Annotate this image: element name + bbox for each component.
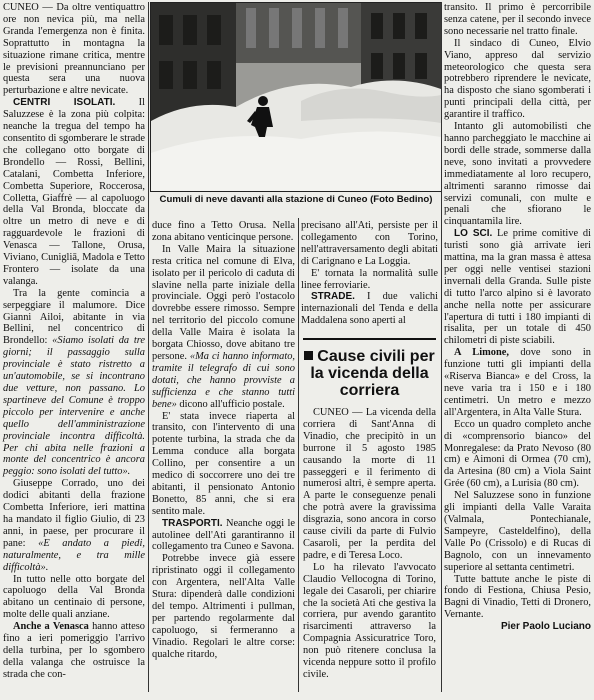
- photo-caption: Cumuli di neve davanti alla stazione di Cuneo (Foto Bedino): [159, 194, 433, 205]
- paragraph: Nel Saluzzese sono in funzione gli impianti della Valle Varaita (Valmala, Pontechianale, Sampeyre, Casteldelfino), della Valle Po (Crissolo) e di Rucas di Bagnolo, con un innevamento superiore al settanta centimetri.: [444, 490, 591, 573]
- paragraph-text: Neanche oggi le autolinee dell'Ati garantiranno il collegamento tra Cuneo e Savona.: [152, 517, 295, 553]
- section-heading: CENTRI ISOLATI.: [13, 97, 116, 109]
- sidebar-body: [303, 407, 436, 681]
- snow-photo: [150, 2, 442, 192]
- sidebar-headline: [303, 348, 436, 399]
- quote: «Siamo isolati da tre giorni; il passaggio sulla provinciale è stato ristretto a un'automobile, se si incontrano due vetture, non passano. Lo spartineve del Comune è troppo piccolo per intervenire e anche quello dell'amministrazione provinciale incontra difficoltà. Per chi abita nelle frazioni a monte del concentrico è ancora peggio: sono isolati del tutto».: [3, 335, 145, 478]
- paragraph: precisano all'Ati, persiste per il collegamento con Torino, nell'attraversamento degli abitati di Carignano e La Loggia.: [301, 220, 438, 267]
- paragraph: [444, 228, 591, 347]
- sidebar-article: [303, 338, 436, 700]
- section-heading: TRASPORTI.: [162, 517, 223, 529]
- column-divider: [148, 2, 149, 692]
- paragraph-text: Il Saluzzese è la zona più colpita: neanche la tregua del tempo ha consentito di sgomberare le strade che collegano otto borgate di Brondello — Rossi, Bellini, Catalani, Combetta Inferiore, Combetta Superiore, Roccerosa, Colletta, Giaffrè — al capoluogo della Val Bronda, bloccate da oltre un metro di neve e di ragguardevole le frazioni di Venasca — Tallone, Orusa, Viviano, Cunigliā, Madola e Tetto Frontero — isolate da una valanga.: [3, 97, 145, 287]
- paragraph: [152, 518, 295, 554]
- paragraph-text: dicono all'ufficio postale.: [179, 398, 285, 410]
- paragraph-text: hanno atteso fino a ieri pomeriggio l'arrivo della turbina, per lo sgombero della valanga che ostruisce la strada che con-: [3, 621, 145, 680]
- photo-image: [151, 3, 441, 191]
- paragraph-text: Tra la gente comincia a serpeggiare il malumore. Dice Gianni Ailoi, abitante in via Bellini, nel concentrico di Brondello:: [3, 287, 145, 347]
- paragraph-text: dove sono in funzione tutti gli impianti della «Riserva Bianca» e del Cross, la neve varia tra i 150 e i 180 centimetri. Un metro e mezzo all'Argentera, in Alta Valle Stura.: [444, 347, 591, 418]
- paragraph-text: In Valle Maira la situazione resta critica nel comune di Elva, isolato per il pericolo di caduta di slavine nella parte iniziale della provinciale. Oggi però l'ostacolo dovrebbe essere rimosso. Sempre nel territorio del piccolo comune della Valle Maira è isolata la borgata Chiosso, dove abitano tre persone.: [152, 243, 295, 362]
- column-4: [444, 2, 591, 633]
- paragraph: Ecco un quadro completo anche di «comprensorio bianco» del Monregalese: da Prato Nevoso (80 cm) e Aimoni di Ormea (70 cm), da Artesina (80 cm) a Viola Saint Grée (60 cm), a Lurisia (80 cm).: [444, 418, 591, 490]
- headline-text: Cause civili per la vicenda della corriera: [310, 348, 435, 399]
- quote: «E andato a piedi, naturalmente, e tra mille difficoltà».: [3, 537, 145, 573]
- column-divider: [441, 2, 442, 692]
- paragraph: [152, 244, 295, 411]
- bullet-square-icon: [304, 351, 313, 360]
- paragraph: duce fino a Tetto Orusa. Nella zona abitano venticinque persone.: [152, 220, 295, 243]
- article-lead: CUNEO — Da oltre ventiquattro ore non nevica più, ma nella Granda l'emergenza non è finita. Soprattutto in montagna la situazione rimane critica, mentre le previsioni preannunciano per questa sera una nuova perturbazione e altre nevicate.: [3, 2, 145, 97]
- paragraph: [301, 291, 438, 327]
- place-name: Anche a Venasca: [13, 621, 89, 633]
- column-1: [3, 2, 145, 681]
- paragraph: In tutto nelle otto borgate del capoluogo della Val Bronda abitano un centinaio di persone, molte delle quali anziane.: [3, 573, 145, 621]
- author-signature: Pier Paolo Luciano: [500, 621, 591, 633]
- section-heading: LO SCI.: [454, 228, 493, 240]
- column-divider: [298, 218, 299, 692]
- paragraph: Lo ha rilevato l'avvocato Claudio Vellocogna di Torino, legale dei Casaroli, per chiarire che la società Ati che gestiva la corriera, pur avendo garantito risarcimenti attraverso la Compagnia Assicuratrice Toro, non può ritenere conclusa la vicenda neppure sotto il profilo civile.: [303, 561, 436, 680]
- paragraph-text: I due valichi internazionali del Tenda e della Maddalena sono aperti al: [301, 291, 438, 327]
- section-heading: STRADE.: [311, 291, 355, 303]
- paragraph: E' stata invece riaperta al transito, con l'intervento di una potente turbina, la strada che da Lemma conduce alla borgata Collino, per consentire a un medico di soccorrere uno dei tre abitanti, il pensionato Antonio Bonetto, 85 anni, che si era sentito male.: [152, 410, 295, 517]
- paragraph: transito. Il primo è percorribile senza catene, per il secondo invece sono necessarie nel tratto finale.: [444, 2, 591, 37]
- paragraph: [444, 347, 591, 418]
- column-2: [152, 220, 295, 661]
- paragraph-text: Giuseppe Corrado, uno dei dodici abitanti della frazione Combetta Inferiore, ieri mattina ha mandato il figlio Giulio, di 23 anni, in paese, per procurare il pane:: [3, 478, 145, 549]
- paragraph: [3, 288, 145, 479]
- quote: «Ma ci hanno informato, tramite il telegrafo di cui sono dotati, che hanno provviste a sufficienza e che stanno tutti bene»: [152, 350, 295, 410]
- paragraph: [3, 621, 145, 681]
- paragraph: Tutte battute anche le piste di fondo di Festiona, Chiusa Pesio, Bagni di Vinadio, Tetti di Dronero, Vernante.: [444, 573, 591, 621]
- paragraph: Potrebbe invece già essere ripristinato oggi il collegamento con Argentera, nell'Alta Valle Stura: dipenderà dalle condizioni del tempo. Altrimenti i pullman, per partendo regolarmente dal capoluogo, si fermeranno a Vinadio. Regolari le altre corse: qualche ritardo,: [152, 553, 295, 660]
- paragraph-text: Le prime comitive di turisti sono già arrivate ieri mattina, ma la gran massa è attesa per oggi nelle ventisei stazioni invernali della Granda. Sulle piste di tutto l'arco alpino si è lavorato anche nella notte per assicurare l'apertura di tutti i 180 impianti di risalita, per un totale di 450 chilometri di piste sciabili.: [444, 228, 591, 347]
- paragraph: Intanto gli automobilisti che hanno parcheggiato le macchine ai bordi delle strade, sommerse dalla neve, sono invitati a provvedere immediatamente al loro recupero, altrimenti saranno rimosse dai servizi comunali, con multe e penali che sfiorano le cinquantamila lire.: [444, 121, 591, 228]
- paragraph: [3, 97, 145, 288]
- paragraph: Il sindaco di Cuneo, Elvio Viano, appreso dal servizio meteorologico che questa sera potrebbero riprendere le nevicate, ha disposto che siano sgomberati i punti principali della città, per garantire il traffico.: [444, 37, 591, 121]
- place-name: A Limone,: [454, 347, 509, 359]
- paragraph: [3, 478, 145, 573]
- paragraph: CUNEO — La vicenda della corriera di Sant'Anna di Vinadio, che precipitò in un burrone il 5 agosto 1985 causando la morte di 11 passeggeri e il ferimento di numerosi altri, è sempre aperta. A parte le conseguenze penali che potrà avere la gravissima disgrazia, sono ancora in corso cause civili da parte di Fulvio Casaroli, per la perdita del padre, e di Teresa Loco.: [303, 407, 436, 561]
- column-3: [301, 220, 438, 327]
- paragraph: E' tornata la normalità sulle linee ferroviarie.: [301, 267, 438, 291]
